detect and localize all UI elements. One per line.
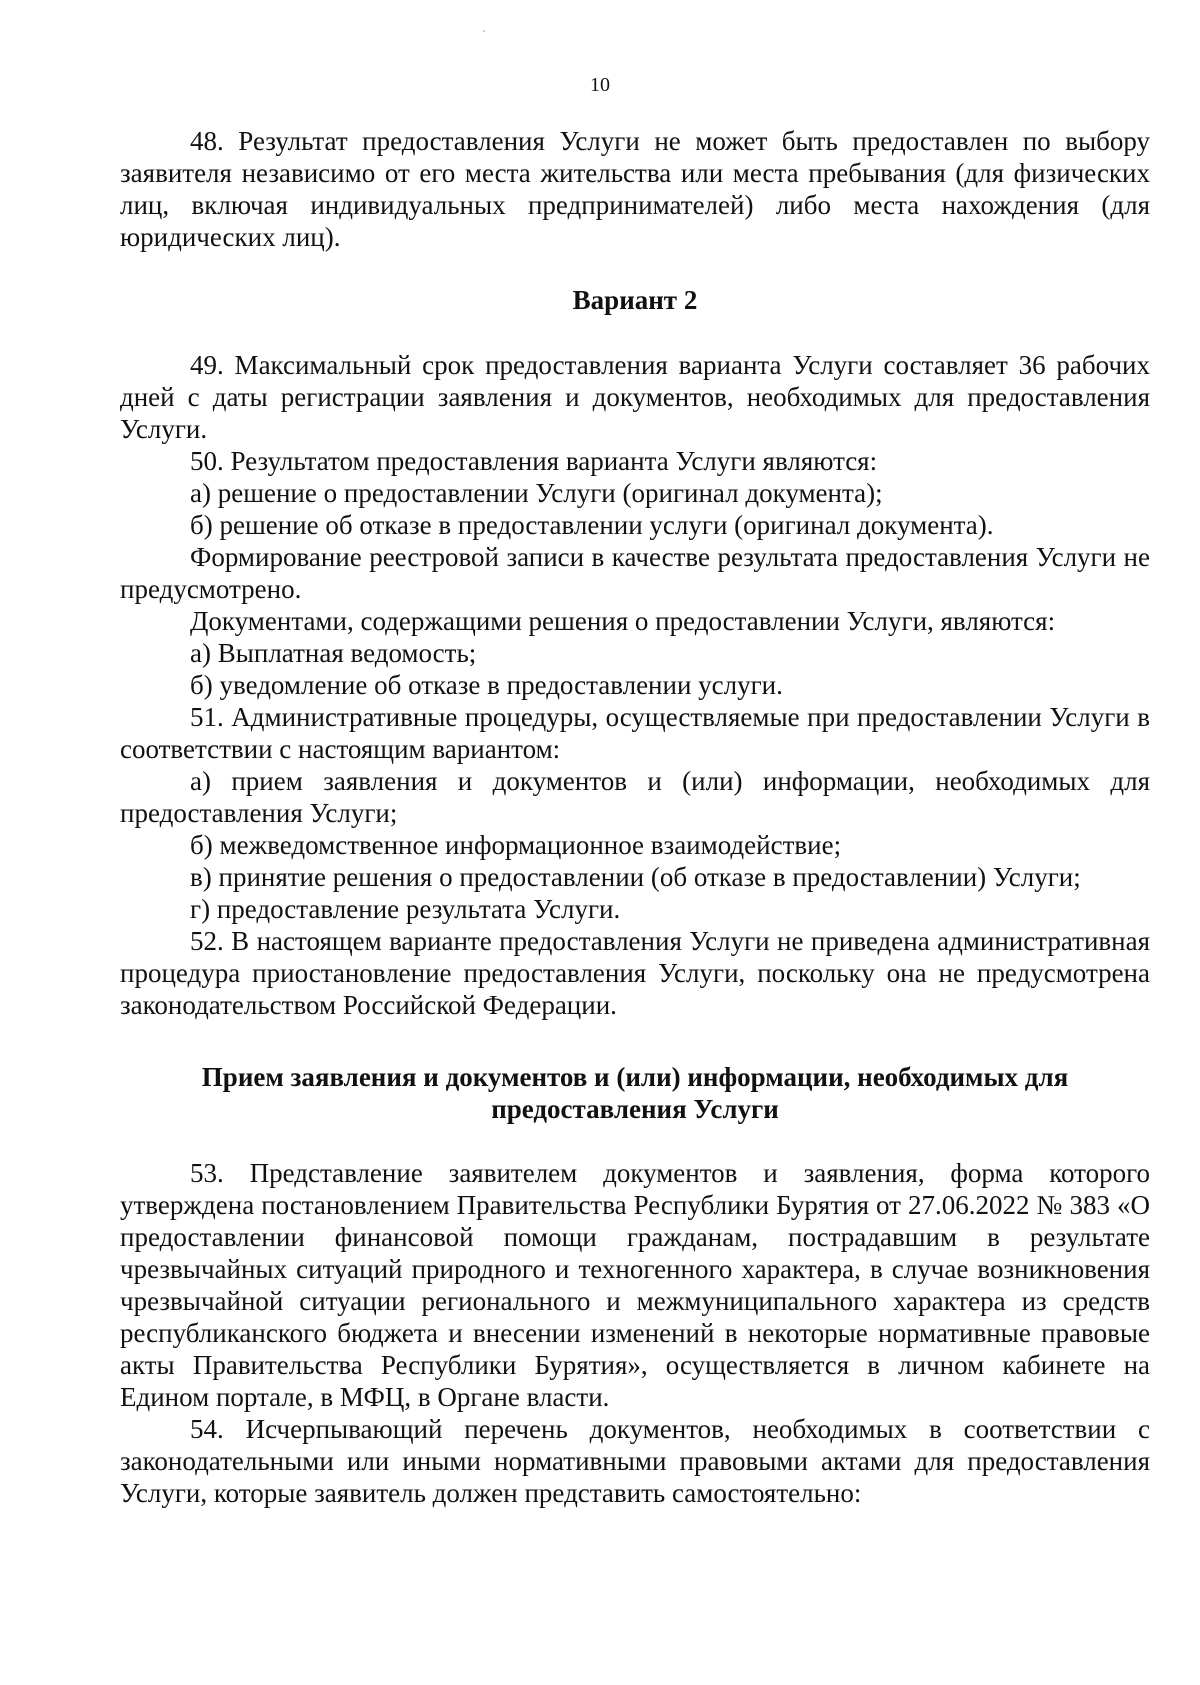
paragraph-50-documents: Документами, содержащими решения о предоставлении Услуги, являются: bbox=[190, 606, 1056, 636]
paragraph-51-a: а) прием заявления и документов и (или) информации, необходимых для предоставления Услуги; bbox=[120, 766, 1150, 828]
paragraph-50-formation: Формирование реестровой записи в качестве результата предоставления Услуги не предусмотрено. bbox=[120, 542, 1150, 604]
paragraph-50-documents-a: а) Выплатная ведомость; bbox=[190, 638, 477, 668]
paragraph-50-a: а) решение о предоставлении Услуги (оригинал документа); bbox=[190, 478, 883, 508]
paragraph-50-b: б) решение об отказе в предоставлении услуги (оригинал документа). bbox=[190, 510, 994, 540]
heading-variant-2: Вариант 2 bbox=[572, 285, 698, 315]
paragraph-50: 50. Результатом предоставления варианта Услуги являются: bbox=[190, 446, 878, 476]
paragraph-50-documents-b: б) уведомление об отказе в предоставлении услуги. bbox=[190, 670, 783, 700]
paragraph-51-b: б) межведомственное информационное взаимодействие; bbox=[190, 830, 842, 860]
page-number: 10 bbox=[590, 74, 610, 96]
paragraph-49: 49. Максимальный срок предоставления варианта Услуги составляет 36 рабочих дней с даты регистрации заявления и документов, необходимых для предоставления Услуги. bbox=[120, 350, 1150, 444]
paragraph-54: 54. Исчерпывающий перечень документов, необходимых в соответствии с законодательными или иными нормативными правовыми актами для предоставления Услуги, которые заявитель должен представить самостоятельно: bbox=[120, 1414, 1150, 1508]
paragraph-51-d: г) предоставление результата Услуги. bbox=[190, 894, 621, 924]
section-heading-line-2: предоставления Услуги bbox=[491, 1094, 779, 1124]
section-heading-line-1: Прием заявления и документов и (или) информации, необходимых для bbox=[201, 1062, 1069, 1092]
paragraph-52: 52. В настоящем варианте предоставления Услуги не приведена административная процедура приостановление предоставления Услуги, поскольку она не предусмотрена законодательством Российской Федерации. bbox=[120, 926, 1150, 1020]
paragraph-53: 53. Представление заявителем документов и заявления, форма которого утверждена постановлением Правительства Республики Бурятия от 27.06.2022 № 383 «О предоставлении финансовой помощи гражданам, пострадавшим в результате чрезвычайных ситуаций природного и техногенного характера, в случае возникновения чрезвычайной ситуации регионального и межмуниципального характера из средств республиканского бюджета и внесении изменений в некоторые нормативные правовые акты Правительства Республики Бурятия», осуществляется в личном кабинете на Едином портале, в МФЦ, в Органе власти. bbox=[120, 1158, 1150, 1412]
paragraph-48: 48. Результат предоставления Услуги не может быть предоставлен по выбору заявителя независимо от его места жительства или места пребывания (для физических лиц, включая индивидуальных предпринимателей) либо места нахождения (для юридических лиц). bbox=[120, 126, 1150, 252]
scan-speck bbox=[483, 30, 485, 32]
paragraph-51: 51. Административные процедуры, осуществляемые при предоставлении Услуги в соответствии с настоящим вариантом: bbox=[120, 702, 1150, 764]
paragraph-51-c: в) принятие решения о предоставлении (об отказе в предоставлении) Услуги; bbox=[190, 862, 1081, 892]
